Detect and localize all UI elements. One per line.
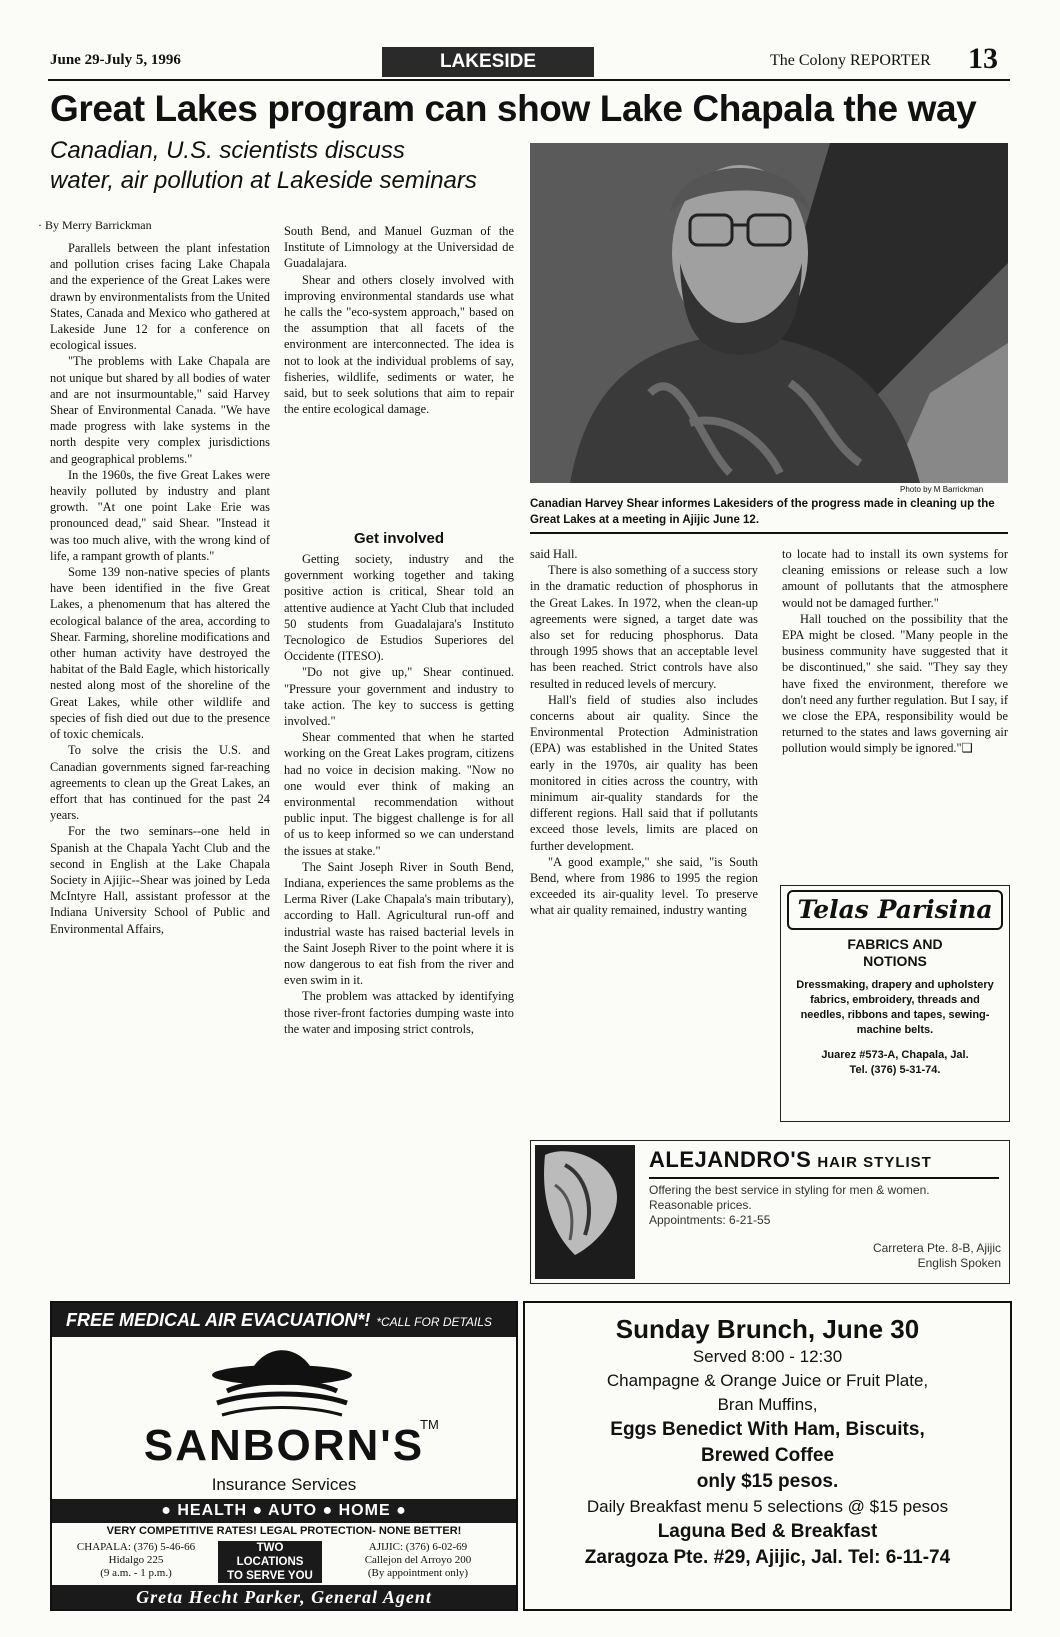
ad-alejandros-hair-stylist: [530, 1140, 1010, 1284]
headline: Great Lakes program can show Lake Chapala the way: [50, 88, 977, 129]
header-rule: [48, 79, 1010, 81]
ad-sunday-brunch: [523, 1301, 1012, 1611]
article-column-2-top: [284, 223, 514, 417]
alejandro-rule: [649, 1177, 999, 1179]
paragraph: The Saint Joseph River in South Bend, Indiana, experiences the same problems as the Lerma River (Lake Chapala's main tributary), according to Hall. Agricultural run-off and industrial waste has raised bacterial levels in the Saint Joseph River to the point where it is now dangerous to eat fish from the river and even swim in it.: [284, 859, 514, 988]
caption-rule: [530, 532, 1008, 534]
sanborns-evacuation-banner: [52, 1303, 516, 1337]
brunch-menu-line: Eggs Benedict With Ham, Biscuits,: [610, 1419, 925, 1440]
sanborns-insurance-services: Insurance Services: [211, 1475, 357, 1494]
paragraph: Some 139 non-native species of plants have been identified in the five Great Lakes, a phenomenum that has altered the ecological balance of the area, according to Shear. Farming, shoreline modifications and other human activity have destroyed the habitat of the Bald Eagle, which historically nested along most of the shoreline of the Great Lakes, while other wildlife and species of fish died out due to the presence of toxic chemicals.: [50, 565, 270, 742]
alejandro-address-line: Carretera Pte. 8-B, Ajijic: [872, 1241, 1001, 1255]
photo-harvey-shear: [530, 143, 1008, 483]
sanborns-evacuation-text: FREE MEDICAL AIR EVACUATION*!: [66, 1310, 371, 1330]
paragraph: to locate had to install its own systems for cleaning emissions or release such a low amount of pollutants that the atmosphere would not be damaged further.": [782, 547, 1008, 610]
brunch-menu-line: Champagne & Orange Juice or Fruit Plate,: [606, 1371, 929, 1390]
sanborns-ajijic-hours: (By appointment only): [367, 1567, 469, 1579]
brunch-daily-menu: Daily Breakfast menu 5 selections @ $15 pesos: [586, 1497, 949, 1516]
sanborns-ajijic-phone: AJIJIC: (376) 6-02-69: [368, 1541, 468, 1553]
alejandro-subtitle: HAIR STYLIST: [817, 1154, 932, 1171]
brunch-menu-line: Bran Muffins,: [717, 1395, 818, 1414]
sanborns-locations-line: LOCATIONS: [236, 1556, 304, 1568]
page-number: 13: [968, 42, 998, 75]
telas-title: [781, 936, 1009, 970]
paragraph: In the 1960s, the five Great Lakes were heavily polluted by industry and plant growth. "At one point Lake Erie was pronounced dead," said Shear. "Instead it was too much alive, with the wrong kind of life, a rampant growth of plants.": [50, 467, 270, 563]
paragraph: South Bend, and Manuel Guzman of the Institute of Limnology at the Universidad de Guadalajara.: [284, 224, 514, 271]
paragraph: said Hall.: [530, 547, 578, 561]
paragraph: The problem was attacked by identifying those river-front factories dumping waste into the water and imposing strict controls,: [284, 989, 514, 1036]
sanborns-ajijic-address: Callejon del Arroyo 200: [364, 1554, 472, 1566]
sanborns-chapala-phone: CHAPALA: (376) 5-46-66: [76, 1541, 196, 1553]
sanborns-trademark: TM: [420, 1417, 439, 1432]
photo-caption: Canadian Harvey Shear informes Lakesiders of the progress made in cleaning up the Great Lakes at a meeting in Ajijic June 12.: [530, 498, 995, 526]
paragraph: Shear and others closely involved with improving environmental standards use what he calls the "eco-system approach," based on the assumption that all facets of the environment are interconnected. The idea is not to look at the individual problems of say, fisheries, wildlife, sediments or water, he said, but to seek solutions that aim to repair the entire ecological damage.: [284, 272, 514, 417]
alejandro-appointments: Appointments: 6-21-55: [649, 1213, 771, 1227]
telas-address-line: Juarez #573-A, Chapala, Jal.: [821, 1049, 969, 1061]
deck-line: water, air pollution at Lakeside seminars: [50, 167, 477, 194]
alejandro-language: English Spoken: [917, 1256, 1001, 1270]
brunch-hours: Served 8:00 - 12:30: [692, 1347, 843, 1366]
paragraph: To solve the crisis the U.S. and Canadian governments signed far-reaching agreements to clean up the Great Lakes, an effort that has continued for the past 24 years.: [50, 743, 270, 823]
telas-title-line: NOTIONS: [863, 953, 927, 969]
sanborns-locations-badge: [218, 1541, 322, 1583]
section-banner: LAKESIDE: [382, 47, 594, 77]
telas-phone: Tel. (376) 5-31-74.: [849, 1064, 941, 1076]
article-column-4: [782, 546, 1008, 757]
sanborns-rates: VERY COMPETITIVE RATES! LEGAL PROTECTION- NONE BETTER!: [106, 1525, 462, 1537]
sanborns-chapala-office: [56, 1541, 216, 1580]
alejandro-body: [649, 1183, 999, 1228]
telas-address: [781, 1048, 1009, 1078]
newspaper-name: The Colony REPORTER: [770, 52, 931, 69]
article-column-1: [50, 240, 270, 937]
paragraph: Hall touched on the possibility that the EPA might be closed. "Many people in the business community have suggested that it be discontinued," she said. "They say they have fixed the environment, therefore we don't need any further regulation. But I say, if we close the EPA, responsibility would be returned to the states and laws governing air pollution would simply be ignored."❑: [782, 611, 1008, 756]
paragraph: There is also something of a success story in the dramatic reduction of phosphorus in the Great Lakes. In 1972, when the clean-up agreements were signed, a target date was also set for reducing phosphorus. Data through 1995 shows that an acceptable level has been reached. Strict controls have also resulted in reduced levels of mercury.: [530, 563, 758, 691]
telas-description: Dressmaking, drapery and upholstery fabrics, embroidery, threads and needles, ribbons and tapes, sewing-machine belts.: [796, 979, 994, 1036]
paragraph: Hall's field of studies also includes concerns about air quality. Since the Environmental Protection Administration (EPA) was established in the United States early in the 1970s, air quality has been monitored in cities across the country, with minimum air-quality standards for the different regions. Hall said that if pollutants exceed those levels, limits are placed on further development.: [530, 692, 758, 853]
alejandro-line: Reasonable prices.: [649, 1198, 752, 1212]
photo-credit: Photo by M Barrickman: [900, 485, 984, 494]
brunch-price: only $15 pesos.: [696, 1471, 839, 1492]
telas-title-line: FABRICS AND: [847, 936, 943, 952]
alejandro-line: Offering the best service in styling for men & women.: [649, 1183, 930, 1197]
paragraph: "A good example," she said, "is South Bend, where from 1986 to 1995 the region exceeded its air-quality level. To preserve what air quality remained, industry wanting: [530, 854, 758, 918]
alejandro-title: [649, 1147, 932, 1173]
sanborns-locations-line: TWO: [256, 1542, 284, 1554]
sanborns-locations-line: TO SERVE YOU: [227, 1570, 313, 1582]
ad-sanborns-insurance: [50, 1301, 518, 1611]
sanborns-agent: Greta Hecht Parker, General Agent: [52, 1585, 516, 1609]
paragraph: "The problems with Lake Chapala are not unique but shared by all bodies of water and are not insurmountable," said Harvey Shear of Environmental Canada. "We have made progress with lake systems in the north despite very complex jurisdictions and geographical problems.": [50, 354, 270, 466]
deck: [50, 136, 520, 196]
paragraph: Shear commented that when he started working on the Great Lakes program, citizens had no voice in decision making. "Now no one would ever think of making an environmental recommendation without public input. The biggest challenge is for all of us to keep informed so we can understand the issues at stake.": [284, 730, 514, 858]
sanborns-chapala-address: Hidalgo 225: [108, 1554, 164, 1566]
telas-logo: Telas Parisina: [787, 890, 1003, 930]
article-column-2-bottom: [284, 551, 514, 1037]
sanborns-chapala-hours: (9 a.m. - 1 p.m.): [100, 1567, 172, 1579]
brunch-title: Sunday Brunch, June 30: [615, 1314, 920, 1344]
sanborns-ajijic-office: [324, 1541, 512, 1580]
sanborns-evacuation-note: *CALL FOR DETAILS: [376, 1315, 492, 1329]
article-column-3: [530, 546, 758, 919]
subhead: Get involved: [353, 530, 445, 547]
paragraph: "Do not give up," Shear continued. "Pressure your government and industry to take action. The key to success is getting involved.": [284, 665, 514, 729]
brunch-menu-line: Brewed Coffee: [700, 1445, 835, 1466]
alejandro-ad-image: [535, 1145, 635, 1279]
sanborns-coverage-bar: ● HEALTH ● AUTO ● HOME ●: [52, 1499, 516, 1523]
paragraph: Parallels between the plant infestation and pollution crises facing Lake Chapala and the experience of the Great Lakes were drawn by environmentalists from the United States, Canada and Mexico who gathered at Lakeside June 12 for a conference on ecological issues.: [50, 241, 270, 353]
sanborns-name: SANBORN'S: [143, 1421, 425, 1470]
deck-line: Canadian, U.S. scientists discuss: [50, 137, 405, 164]
brunch-address: Zaragoza Pte. #29, Ajijic, Jal. Tel: 6-11-74: [584, 1547, 951, 1568]
paragraph: For the two seminars--one held in Spanish at the Chapala Yacht Club and the second in English at the Lake Chapala Society in Ajijic--Shear was joined by Leda McIntyre Hall, assistant professor at the Indiana University School of Public and Environmental Affairs,: [50, 824, 270, 936]
issue-date: June 29-July 5, 1996: [50, 52, 181, 68]
ad-telas-parisina: [780, 885, 1010, 1122]
alejandro-address: [873, 1241, 1001, 1271]
byline: · By Merry Barrickman: [38, 218, 152, 232]
brunch-venue: Laguna Bed & Breakfast: [657, 1521, 878, 1542]
alejandro-name: ALEJANDRO'S: [649, 1147, 812, 1172]
paragraph: Getting society, industry and the government working together and taking positive action is critical, Shear told an attentive audience at Yacht Club that included 50 students from Guadalajara's Instituto Tecnologico de Estudios Superiores del Occidente (ITESO).: [284, 552, 514, 664]
